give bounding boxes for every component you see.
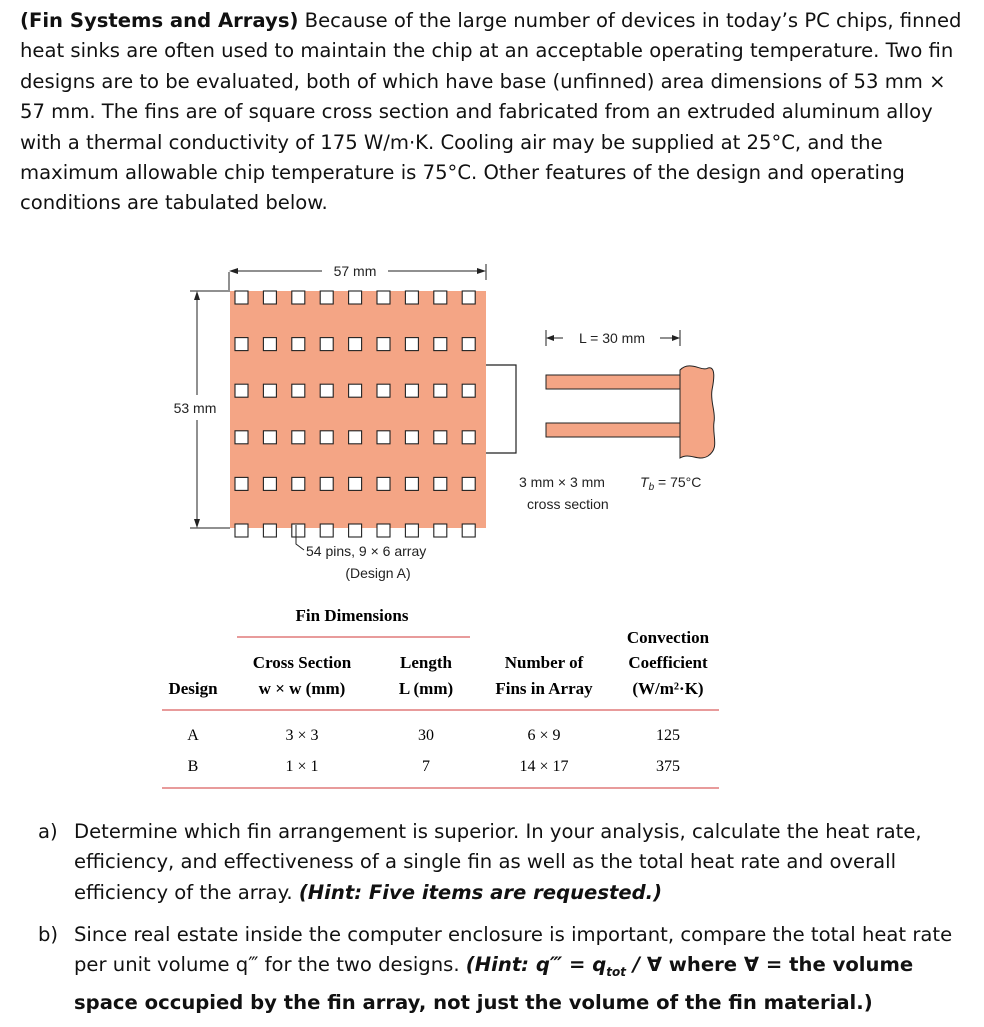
pin-fin: [405, 384, 418, 397]
pin-fin: [377, 477, 390, 490]
pins-label: 54 pins, 9 × 6 array: [306, 543, 427, 559]
question-a: [38, 817, 958, 908]
pin-fin: [235, 338, 248, 351]
pin-fin: [405, 431, 418, 444]
pin-fin: [263, 338, 276, 351]
pin-fin: [292, 431, 305, 444]
design-header: Design: [168, 679, 218, 698]
arrow-left-icon: [229, 268, 238, 274]
cross-section-label: 3 mm × 3 mm: [519, 474, 605, 490]
pin-fin: [263, 291, 276, 304]
pin-fin: [320, 384, 333, 397]
pin-fin: [377, 338, 390, 351]
row-b-length: 7: [422, 758, 430, 775]
cross-header-2: w × w (mm): [258, 679, 346, 698]
pin-fin: [235, 384, 248, 397]
cross-section-caption: cross section: [527, 496, 609, 512]
pin-fin: [434, 524, 447, 537]
side-view-bracket: [486, 365, 516, 453]
fin-length-label: L = 30 mm: [578, 330, 646, 346]
pin-fin: [434, 384, 447, 397]
pin-fin: [349, 431, 362, 444]
fin-side-view: [546, 366, 715, 458]
table-group-header: Fin Dimensions: [295, 606, 409, 625]
height-label: 53 mm: [173, 400, 217, 416]
row-a-design: A: [187, 727, 199, 744]
pin-fin: [235, 477, 248, 490]
pin-fin: [320, 431, 333, 444]
pin-fin: [434, 338, 447, 351]
question-b-hint: [465, 953, 662, 980]
pin-fin: [320, 338, 333, 351]
cross-header-1: Cross Section: [252, 653, 352, 672]
pin-fin: [462, 291, 475, 304]
row-a-h: 125: [656, 727, 680, 744]
pin-fin: [462, 338, 475, 351]
fin-table: [162, 606, 719, 788]
pin-fin: [235, 431, 248, 444]
hint-subscript: tot: [606, 965, 627, 980]
design-a-label: (Design A): [345, 565, 411, 581]
tb-symbol: T: [640, 474, 649, 490]
pin-fin: [235, 291, 248, 304]
conv-header-1: Convection: [626, 628, 710, 647]
row-b-cross: 1 × 1: [285, 758, 319, 775]
question-a-text: Determine which fin arrangement is superior. In your analysis, calculate the heat rate, efficiency, and effectiveness of a single fin as well as the total heat rate and overall efficiency of the array.: [74, 820, 922, 904]
pin-fin: [263, 477, 276, 490]
row-a-number: 6 × 9: [527, 727, 561, 744]
question-b-tail: where ∀ = the volume space occupied by the fin array, not just the volume of the fin material.): [74, 953, 914, 1014]
base-temp-label: [640, 474, 701, 493]
len-arrow-right-icon: [672, 335, 680, 341]
pin-fin: [349, 338, 362, 351]
pin-fin: [292, 384, 305, 397]
pin-fin: [263, 384, 276, 397]
pin-fin: [349, 524, 362, 537]
pin-fin: [462, 524, 475, 537]
row-a-length: 30: [418, 727, 434, 744]
question-a-label: a): [38, 820, 58, 843]
tb-subscript: b: [648, 482, 655, 493]
problem-title: (Fin Systems and Arrays): [20, 9, 299, 32]
row-b-number: 14 × 17: [519, 758, 569, 775]
pin-fin: [263, 524, 276, 537]
pin-fin: [462, 384, 475, 397]
fin-bottom: [546, 423, 696, 437]
pin-fin: [434, 477, 447, 490]
question-b: [38, 920, 958, 1018]
pin-fin: [292, 338, 305, 351]
pin-fin: [320, 524, 333, 537]
arrow-right-icon: [477, 268, 486, 274]
pin-fin: [320, 291, 333, 304]
row-b-h: 375: [656, 758, 680, 775]
pin-fin: [292, 524, 305, 537]
pin-fin: [434, 431, 447, 444]
number-header-2: Fins in Array: [495, 679, 593, 698]
question-a-hint: (Hint: Five items are requested.): [298, 880, 663, 904]
heat-sink-base: [230, 291, 486, 528]
hint-formula-rest: / ∀: [626, 953, 662, 977]
conv-header-3: (W/m²·K): [632, 679, 704, 698]
pin-fin: [377, 291, 390, 304]
pin-fin: [377, 524, 390, 537]
hint-formula: (Hint: q‴ = q: [465, 953, 607, 977]
pin-fin: [349, 477, 362, 490]
pin-fin: [377, 431, 390, 444]
row-b-design: B: [187, 758, 199, 775]
len-arrow-left-icon: [546, 335, 554, 341]
chip-body: [680, 366, 715, 458]
fin-top: [546, 375, 696, 389]
pin-fin: [462, 477, 475, 490]
pin-fin: [405, 524, 418, 537]
pin-fin: [292, 477, 305, 490]
row-a-cross: 3 × 3: [285, 727, 319, 744]
pin-fin: [235, 524, 248, 537]
tb-value: = 75°C: [654, 474, 702, 490]
number-header-1: Number of: [504, 653, 584, 672]
question-b-label: b): [38, 923, 59, 946]
pin-fin: [377, 384, 390, 397]
pin-fin: [320, 477, 333, 490]
arrow-up-icon: [194, 291, 200, 300]
question-b-text: Since real estate inside the computer enclosure is important, compare the total heat rate per unit volume q‴ for the two designs.: [74, 923, 953, 977]
conv-header-2: Coefficient: [628, 653, 708, 672]
pin-fin: [263, 431, 276, 444]
pin-fin: [349, 384, 362, 397]
length-header-1: Length: [400, 653, 452, 672]
pin-fin: [462, 431, 475, 444]
width-label: 57 mm: [333, 263, 377, 279]
problem-text: Because of the large number of devices in today’s PC chips, finned heat sinks are often used to maintain the chip at an acceptable operating temperature. Two fin designs are to be evaluated, both of which have base (unfinned) area dimensions of 53 mm × 57 mm. The fins are of square cross section and fabricated from an extruded aluminum alloy with a thermal conductivity of 175 W/m·K. Cooling air may be supplied at 25°C, and the maximum allowable chip temperature is 75°C. Other features of the design and operating conditions are tabulated below.: [20, 9, 962, 215]
pin-fin: [405, 291, 418, 304]
pin-fin: [349, 291, 362, 304]
pin-fin: [405, 338, 418, 351]
length-header-2: L (mm): [398, 679, 454, 698]
pin-fin: [405, 477, 418, 490]
pin-fin: [434, 291, 447, 304]
pin-fin: [292, 291, 305, 304]
arrow-down-icon: [194, 519, 200, 528]
